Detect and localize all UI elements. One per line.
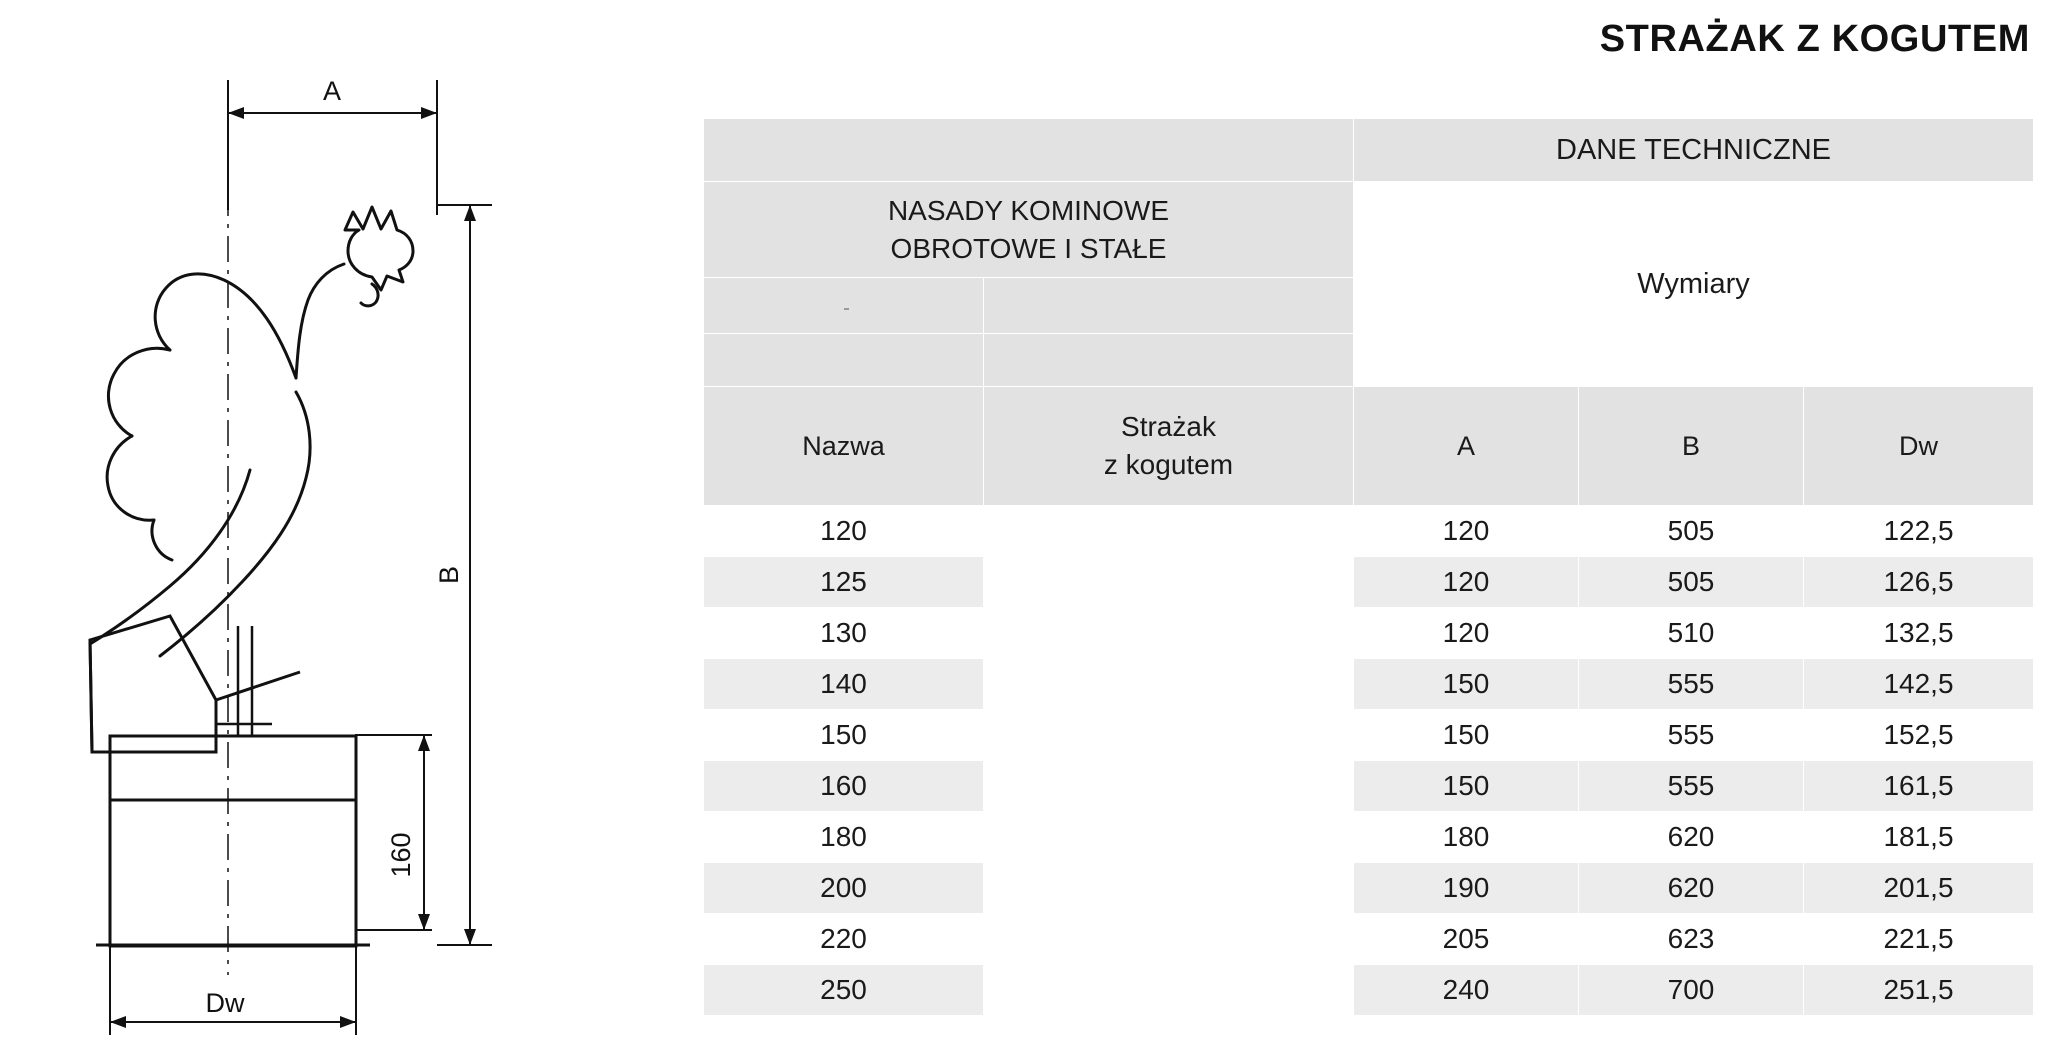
deflector-hood	[90, 616, 300, 752]
table-row	[704, 659, 2034, 710]
cell-dw: 152,5	[1804, 710, 2034, 761]
table-row	[704, 761, 2034, 812]
header-dane-techniczne: DANE TECHNICZNE	[1354, 119, 2034, 182]
cell-dw: 161,5	[1804, 761, 2034, 812]
header-spacer-left-2	[704, 334, 984, 387]
cell-product	[984, 557, 1354, 608]
rooster-figure	[90, 207, 413, 656]
cell-product	[984, 761, 1354, 812]
cell-b: 620	[1579, 863, 1804, 914]
cell-nazwa: 220	[704, 914, 984, 965]
cell-nazwa: 120	[704, 506, 984, 557]
cell-product	[984, 659, 1354, 710]
table-header-row-1	[704, 119, 2034, 182]
cell-dw: 251,5	[1804, 965, 2034, 1016]
cell-a: 150	[1354, 710, 1579, 761]
cell-a: 150	[1354, 659, 1579, 710]
cell-a: 190	[1354, 863, 1579, 914]
cell-product	[984, 506, 1354, 557]
cell-nazwa: 125	[704, 557, 984, 608]
table-row	[704, 710, 2034, 761]
cell-a: 120	[1354, 557, 1579, 608]
cell-dw: 122,5	[1804, 506, 2034, 557]
cell-dw: 201,5	[1804, 863, 2034, 914]
cell-nazwa: 140	[704, 659, 984, 710]
header-nasady-line1: NASADY KOMINOWE	[887, 194, 1170, 226]
dimension-b-label: B	[434, 565, 464, 585]
header-spacer-left	[704, 278, 984, 334]
col-header-dw: Dw	[1804, 387, 2034, 506]
table-row	[704, 557, 2034, 608]
cell-nazwa: 180	[704, 812, 984, 863]
cell-b: 700	[1579, 965, 1804, 1016]
cell-product	[984, 812, 1354, 863]
cell-a: 150	[1354, 761, 1579, 812]
cell-nazwa: 200	[704, 863, 984, 914]
cell-product	[984, 863, 1354, 914]
cell-b: 505	[1579, 557, 1804, 608]
dimension-a-label: A	[322, 76, 342, 106]
cell-nazwa: 130	[704, 608, 984, 659]
dimension-dw-label: Dw	[205, 988, 245, 1018]
spec-panel	[690, 0, 2048, 1060]
header-wymiary: Wymiary	[1354, 182, 2034, 387]
table-column-headers	[704, 387, 2034, 506]
cell-a: 240	[1354, 965, 1579, 1016]
cell-a: 120	[1354, 608, 1579, 659]
table-row	[704, 812, 2034, 863]
cell-a: 120	[1354, 506, 1579, 557]
col-header-product-line1: Strażak	[1121, 411, 1216, 443]
technical-drawing-panel	[0, 0, 690, 1060]
header-nasady-line2: OBROTOWE I STAŁE	[890, 232, 1167, 264]
cell-b: 505	[1579, 506, 1804, 557]
table-header-row-2	[704, 182, 2034, 278]
technical-data-table	[703, 118, 2034, 1016]
col-header-product-line2: z kogutem	[1103, 449, 1234, 480]
base-cylinder	[96, 736, 370, 946]
cell-dw: 181,5	[1804, 812, 2034, 863]
table-row	[704, 914, 2034, 965]
cell-dw: 142,5	[1804, 659, 2034, 710]
cell-b: 555	[1579, 659, 1804, 710]
dimension-160-label: 160	[386, 832, 416, 878]
cell-product	[984, 965, 1354, 1016]
header-spacer-right	[984, 278, 1354, 334]
cell-b: 555	[1579, 710, 1804, 761]
col-header-product	[984, 387, 1354, 506]
support-rod	[216, 626, 272, 736]
cell-dw: 221,5	[1804, 914, 2034, 965]
cell-dw: 126,5	[1804, 557, 2034, 608]
col-header-a: A	[1354, 387, 1579, 506]
cell-nazwa: 160	[704, 761, 984, 812]
col-header-b: B	[1579, 387, 1804, 506]
cell-a: 205	[1354, 914, 1579, 965]
table-row	[704, 965, 2034, 1016]
chimney-cap-drawing	[0, 0, 690, 1060]
header-blank-left	[704, 119, 1354, 182]
cell-b: 623	[1579, 914, 1804, 965]
table-row	[704, 608, 2034, 659]
cell-nazwa: 250	[704, 965, 984, 1016]
table-row	[704, 863, 2034, 914]
page-title: STRAŻAK Z KOGUTEM	[1599, 18, 2030, 60]
cell-b: 510	[1579, 608, 1804, 659]
col-header-nazwa: Nazwa	[704, 387, 984, 506]
cell-b: 620	[1579, 812, 1804, 863]
header-nasady-kominowe	[704, 182, 1354, 278]
cell-product	[984, 608, 1354, 659]
cell-a: 180	[1354, 812, 1579, 863]
header-spacer-right-2	[984, 334, 1354, 387]
cell-dw: 132,5	[1804, 608, 2034, 659]
cell-product	[984, 710, 1354, 761]
cell-b: 555	[1579, 761, 1804, 812]
table-row	[704, 506, 2034, 557]
cell-nazwa: 150	[704, 710, 984, 761]
cell-product	[984, 914, 1354, 965]
